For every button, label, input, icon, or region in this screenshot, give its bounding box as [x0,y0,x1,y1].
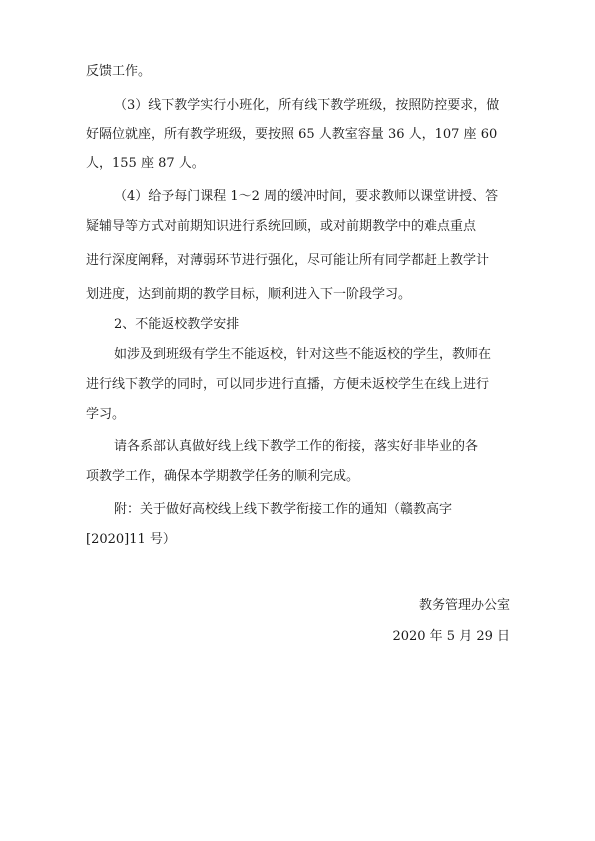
paragraph-line: 好隔位就座，所有教学班级，要按照 65 人教室容量 36 人，107 座 60 [86,127,498,142]
paragraph-line: 进行深度阐释，对薄弱环节进行强化，尽可能让所有同学都赶上教学计 [86,253,490,268]
paragraph-line: 人，155 座 87 人。 [86,156,205,171]
paragraph-line: （4）给予每门课程 1～2 周的缓冲时间，要求教师以课堂讲授、答 [114,189,499,204]
signature-office: 教务管理办公室 [418,598,510,613]
attachment-line: 附：关于做好高校线上线下教学衔接工作的通知（赣教高字 [114,502,453,517]
paragraph-line: 反馈工作。 [86,64,152,79]
section-heading: 2、不能返校教学安排 [114,317,240,332]
paragraph-line: 学习。 [86,407,126,422]
paragraph-line: 划进度，达到前期的教学目标，顺利进入下一阶段学习。 [86,287,412,302]
attachment-line: [2020]11 号） [86,532,176,547]
paragraph-line: 进行线下教学的同时，可以同步进行直播，方便未返校学生在线上进行 [86,377,490,392]
paragraph-line: 如涉及到班级有学生不能返校，针对这些不能返校的学生，教师在 [114,347,492,362]
paragraph-line: （3）线下教学实行小班化，所有线下教学班级，按照防控要求，做 [114,98,500,113]
paragraph-line: 请各系部认真做好线上线下教学工作的衔接，落实好非毕业的各 [114,439,479,454]
paragraph-line: 疑辅导等方式对前期知识进行系统回顾，或对前期教学中的难点重点 [86,219,477,234]
signature-date: 2020 年 5 月 29 日 [392,629,510,644]
paragraph-line: 项教学工作，确保本学期教学任务的顺利完成。 [86,469,360,484]
